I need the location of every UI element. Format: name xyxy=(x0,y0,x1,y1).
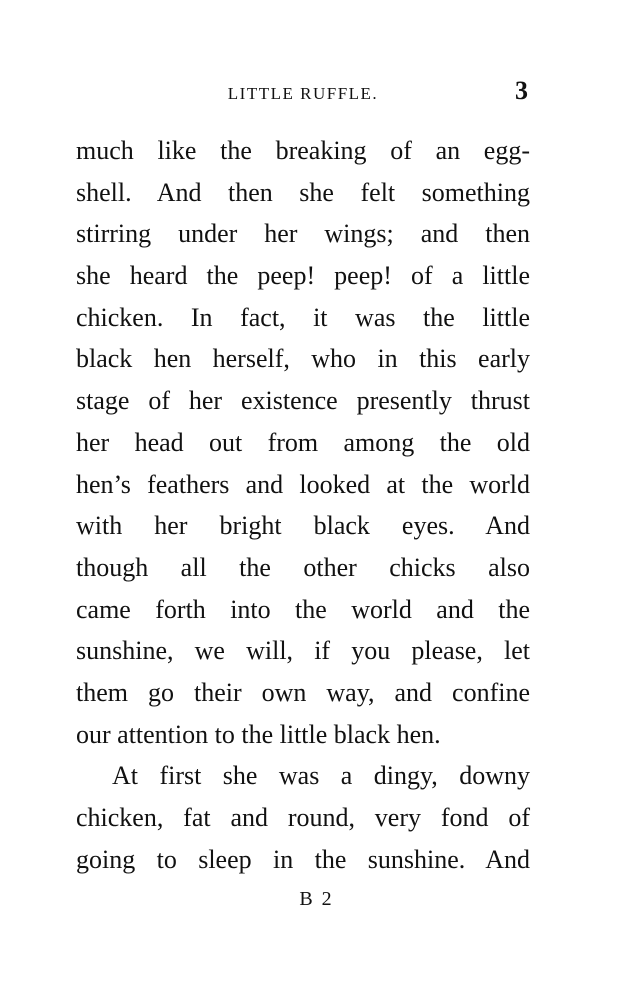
text-line: hen’s feathers and looked at the world xyxy=(76,469,530,499)
text-line: black hen herself, who in this early xyxy=(76,344,530,374)
body-text xyxy=(76,130,530,880)
text-line: with her bright black eyes. And xyxy=(76,511,530,541)
text-line: though all the other chicks also xyxy=(76,552,530,582)
text-line: chicken, fat and round, very fond of xyxy=(76,803,530,832)
text-line: them go their own way, and confine xyxy=(76,677,530,707)
text-line: going to sleep in the sunshine. And xyxy=(76,844,530,874)
page-number: 3 xyxy=(515,76,528,105)
text-line: her head out from among the old xyxy=(76,427,530,457)
paragraph-end-line: our attention to the little black hen. xyxy=(76,719,441,749)
text-line: came forth into the world and the xyxy=(76,594,530,624)
text-line: stage of her existence presently thrust xyxy=(76,386,530,416)
paragraph-start-line: At first she was a dingy, downy xyxy=(112,761,530,791)
text-line: sunshine, we will, if you please, let xyxy=(76,636,530,666)
text-line: she heard the peep! peep! of a little xyxy=(76,261,530,291)
text-line: shell. And then she felt something xyxy=(76,177,530,207)
text-line: stirring under her wings; and then xyxy=(76,219,530,249)
signature-mark: B 2 xyxy=(299,888,334,910)
text-line: chicken. In fact, it was the little xyxy=(76,302,530,332)
running-head xyxy=(76,76,530,110)
text-line: much like the breaking of an egg- xyxy=(76,136,530,165)
running-title: LITTLE RUFFLE. xyxy=(227,84,379,103)
